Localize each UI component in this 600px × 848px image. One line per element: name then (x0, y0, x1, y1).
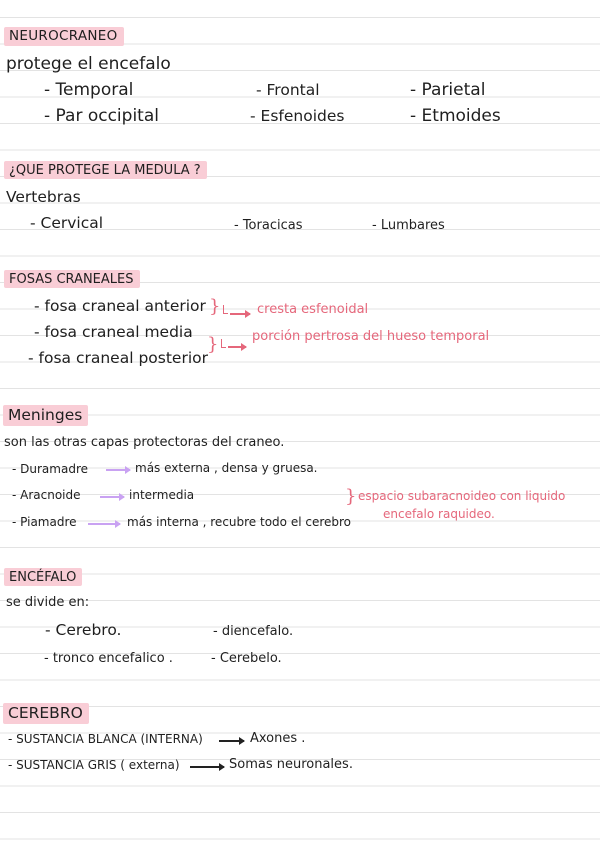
arrow-right-icon (230, 313, 250, 315)
fosa-note: cresta esfenoidal (257, 302, 369, 317)
meninge-name: - Piamadre (12, 515, 77, 529)
vertebra-item: - Toracicas (234, 218, 303, 233)
encefalo-item: - Cerebro. (45, 621, 122, 639)
medula-description: Vertebras (6, 188, 81, 206)
section-title-neurocraneo: NEUROCRANEO (4, 27, 124, 46)
encefalo-item: - tronco encefalico . (44, 651, 173, 666)
cerebro-row-label: - SUSTANCIA GRIS ( externa) (8, 758, 180, 772)
arrow-right-icon (88, 523, 120, 525)
arrow-right-icon (219, 740, 244, 742)
fosa-item: - fosa craneal anterior (34, 297, 206, 315)
fosa-item: - fosa craneal posterior (28, 349, 208, 367)
bone-item: - Frontal (256, 81, 320, 99)
neurocraneo-description: protege el encefalo (6, 54, 171, 74)
meninges-description: son las otras capas protectoras del craneo. (4, 435, 285, 450)
vertebra-item: - Cervical (30, 214, 104, 232)
arrow-right-icon (190, 766, 224, 768)
encefalo-item: - diencefalo. (213, 624, 294, 639)
bone-item: - Temporal (44, 80, 134, 100)
bone-item: - Parietal (410, 80, 486, 100)
arrow-right-icon (228, 346, 246, 348)
meninge-description: intermedia (129, 488, 195, 502)
arrow-right-icon (106, 469, 130, 471)
encefalo-description: se divide en: (6, 595, 90, 610)
bone-item: - Etmoides (410, 106, 501, 126)
cerebro-row-label: - SUSTANCIA BLANCA (INTERNA) (8, 732, 203, 746)
bone-item: - Par occipital (44, 106, 159, 126)
cerebro-row-value: Somas neuronales. (229, 757, 353, 772)
section-title-meninges: Meninges (3, 405, 88, 426)
fosa-note: porción pertrosa del hueso temporal (252, 329, 490, 344)
fosa-item: - fosa craneal media (34, 323, 193, 341)
meninges-note: espacio subaracnoideo con liquido (358, 489, 566, 503)
corner-mark-icon (223, 305, 228, 314)
brace-icon: } (207, 334, 219, 355)
meninge-name: - Aracnoide (12, 488, 81, 502)
bone-item: - Esfenoides (250, 107, 345, 125)
meninge-description: más externa , densa y gruesa. (135, 461, 318, 475)
cerebro-row-value: Axones . (250, 731, 306, 746)
encefalo-item: - Cerebelo. (211, 651, 282, 666)
meninges-note: encefalo raquideo. (383, 507, 495, 521)
meninge-name: - Duramadre (12, 462, 88, 476)
arrow-right-icon (100, 496, 124, 498)
brace-icon: } (209, 296, 221, 317)
section-title-encefalo: ENCÉFALO (4, 568, 82, 586)
meninge-description: más interna , recubre todo el cerebro (127, 515, 352, 529)
section-title-fosas: FOSAS CRANEALES (4, 270, 140, 288)
corner-mark-icon (221, 339, 226, 348)
brace-icon: } (345, 486, 357, 507)
vertebra-item: - Lumbares (372, 218, 445, 233)
section-title-medula: ¿QUE PROTEGE LA MEDULA ? (4, 161, 207, 179)
section-title-cerebro: CEREBRO (3, 703, 89, 724)
